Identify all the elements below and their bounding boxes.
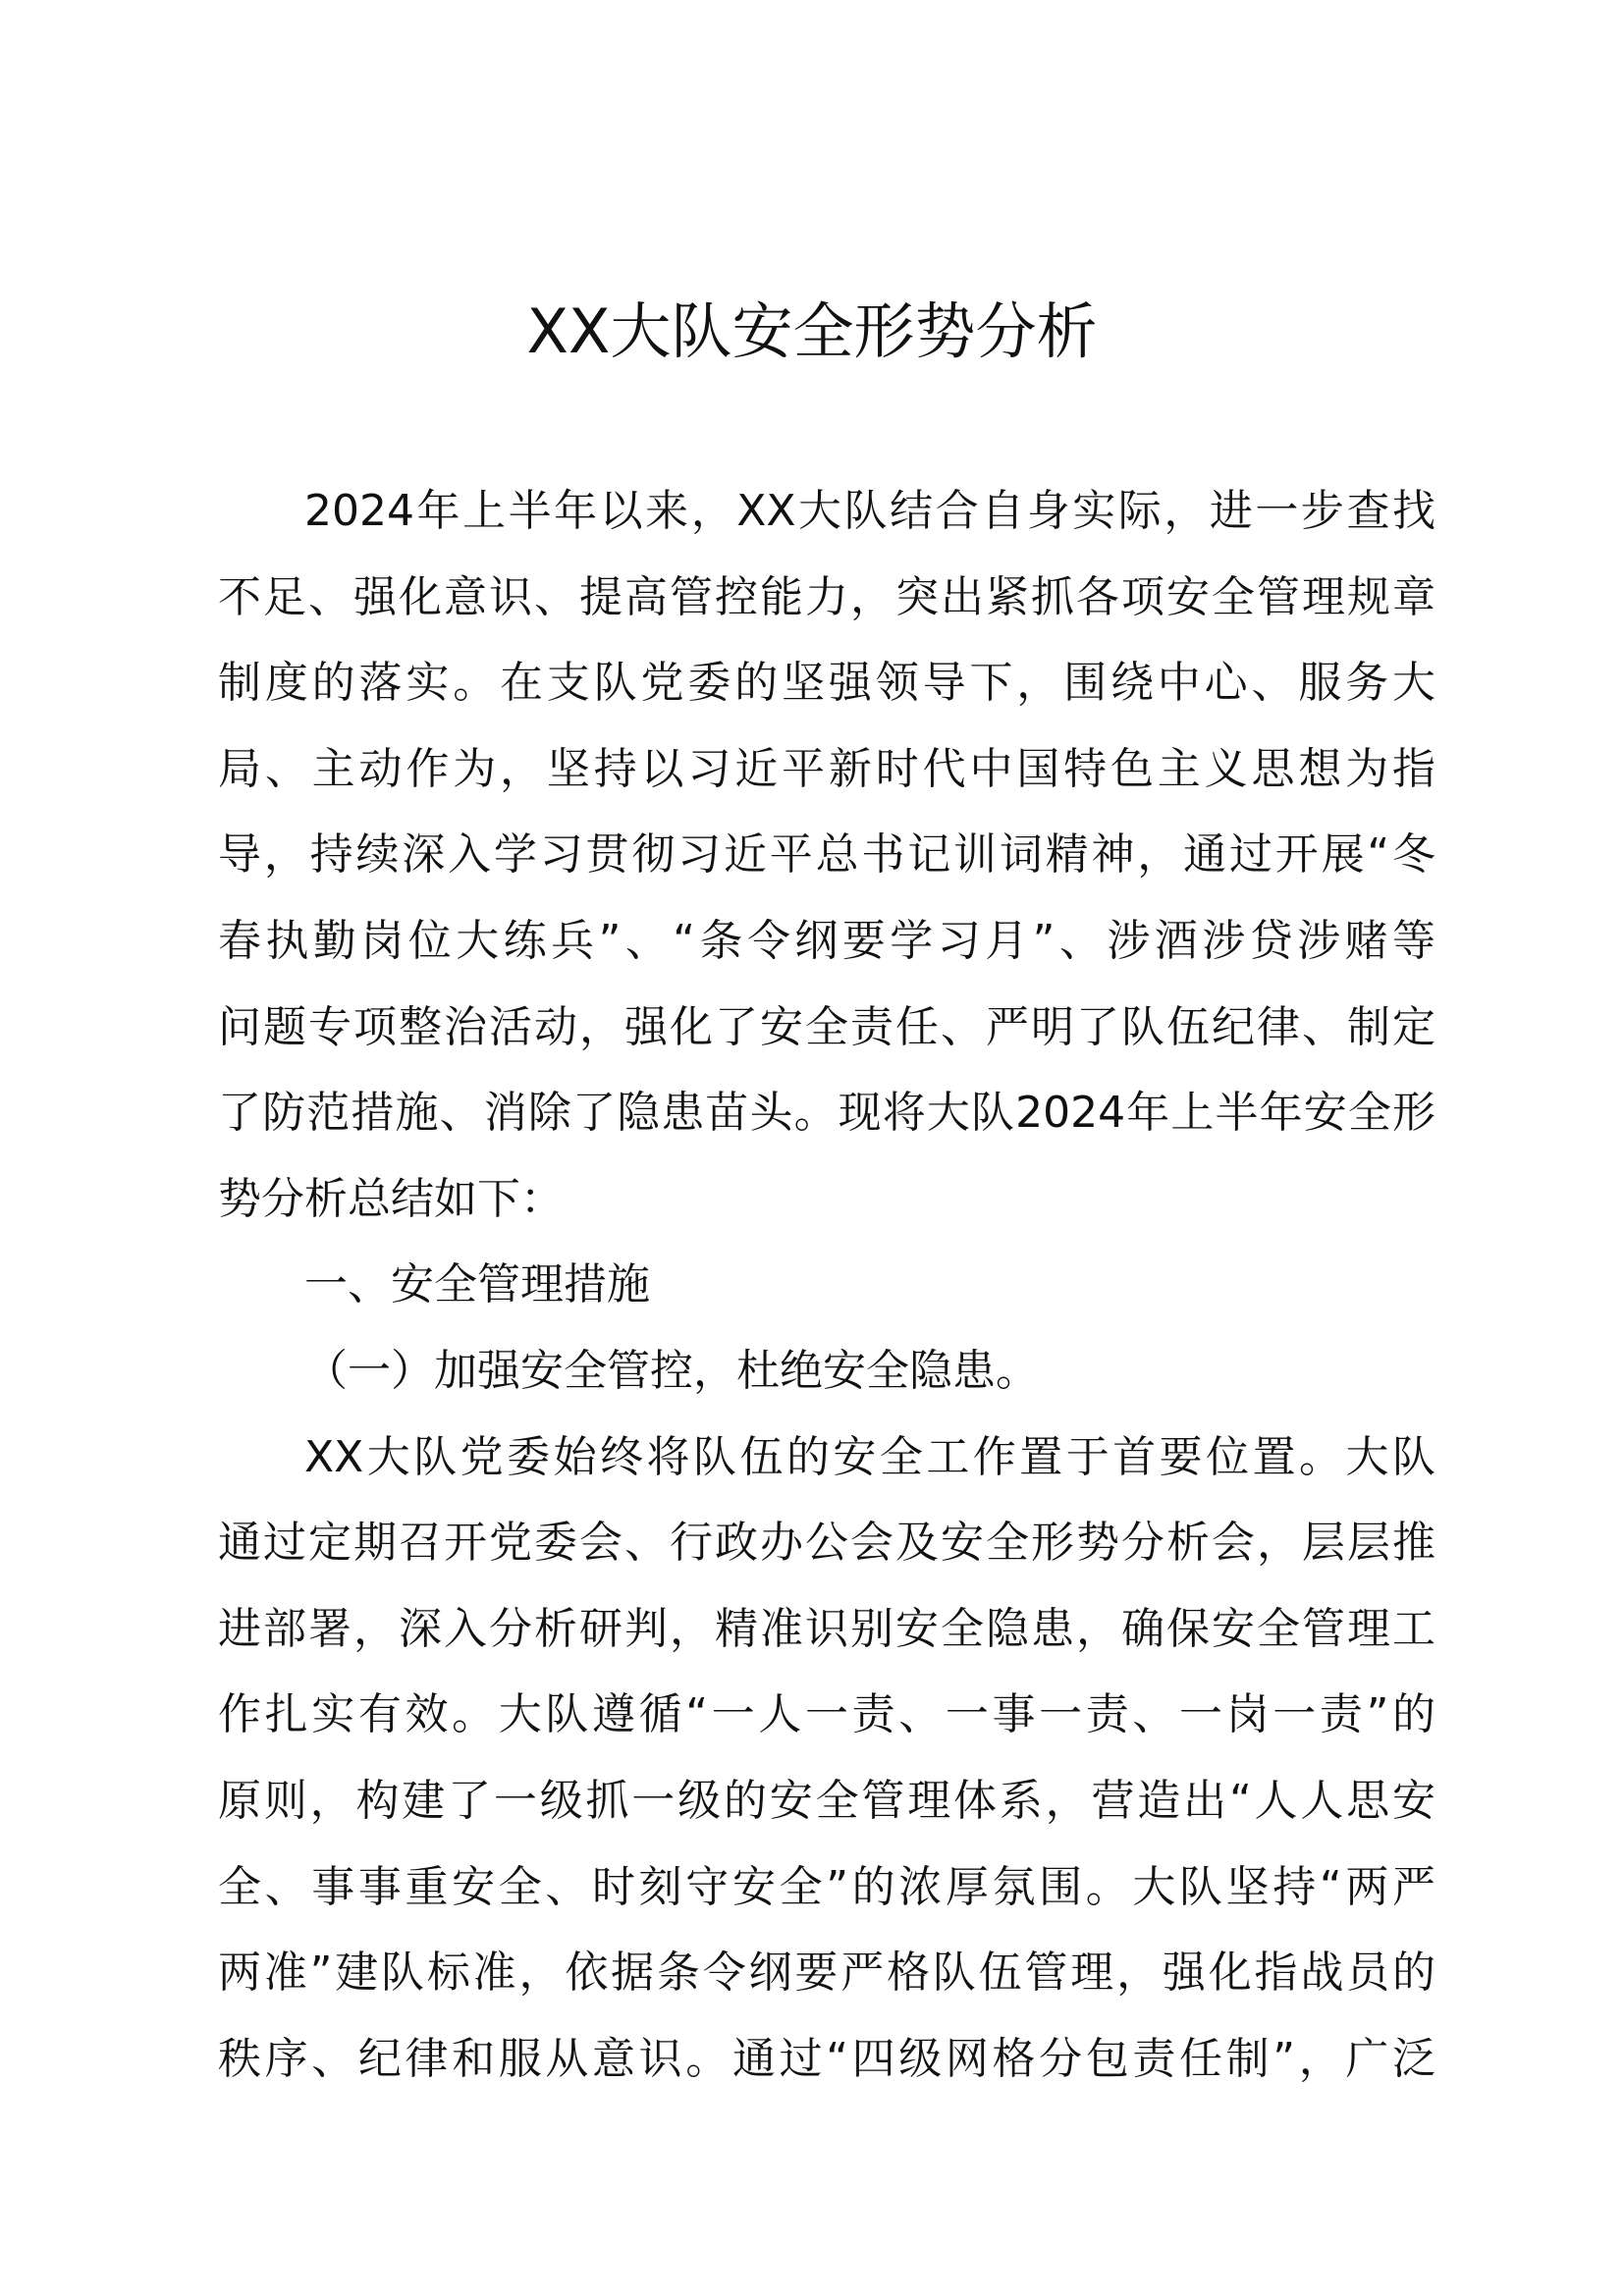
text-line: 制度的落实。在支队党委的坚强领导下，围绕中心、服务大: [218, 658, 1435, 709]
section-heading-text: 一、安全管理措施: [304, 1259, 650, 1310]
text-line: 秩序、纪律和服从意识。通过“四级网格分包责任制”，广泛: [218, 2033, 1435, 2084]
document-body: [218, 468, 1435, 2102]
text-line: 势分析总结如下：: [218, 1173, 564, 1224]
paragraph-safety-control: [218, 1415, 1435, 2103]
text-line: 原则，构建了一级抓一级的安全管理体系，营造出“人人思安: [218, 1775, 1435, 1826]
text-line: 问题专项整治活动，强化了安全责任、严明了队伍纪律、制定: [218, 1001, 1435, 1052]
section-heading: [218, 1242, 1435, 1328]
text-line: 导，持续深入学习贯彻习近平总书记训词精神，通过开展“冬: [218, 829, 1435, 881]
text-line: 2024年上半年以来，XX大队结合自身实际，进一步查找: [304, 486, 1435, 536]
text-line: 全、事事重安全、时刻守安全”的浓厚氛围。大队坚持“两严: [218, 1861, 1435, 1912]
text-line: 进部署，深入分析研判，精准识别安全隐患，确保安全管理工: [218, 1603, 1435, 1654]
subsection-heading: [218, 1328, 1435, 1415]
text-line: 局、主动作为，坚持以习近平新时代中国特色主义思想为指: [218, 743, 1435, 794]
text-line: 不足、强化意识、提高管控能力，突出紧抓各项安全管理规章: [218, 571, 1435, 622]
text-line: XX大队党委始终将队伍的安全工作置于首要位置。大队: [304, 1431, 1435, 1482]
text-line: 春执勤岗位大练兵”、“条令纲要学习月”、涉酒涉贷涉赌等: [218, 915, 1435, 966]
text-line: 作扎实有效。大队遵循“一人一责、一事一责、一岗一责”的: [218, 1689, 1435, 1740]
paragraph-intro: [218, 468, 1435, 1242]
text-line: 两准”建队标准，依据条令纲要严格队伍管理，强化指战员的: [218, 1948, 1435, 1999]
document-title: XX大队安全形势分析: [526, 295, 1098, 367]
text-line: 通过定期召开党委会、行政办公会及安全形势分析会，层层推: [218, 1518, 1435, 1569]
subsection-heading-text: （一）加强安全管控，杜绝安全隐患。: [304, 1345, 1039, 1396]
text-line: 了防范措施、消除了隐患苗头。现将大队2024年上半年安全形: [218, 1088, 1435, 1139]
